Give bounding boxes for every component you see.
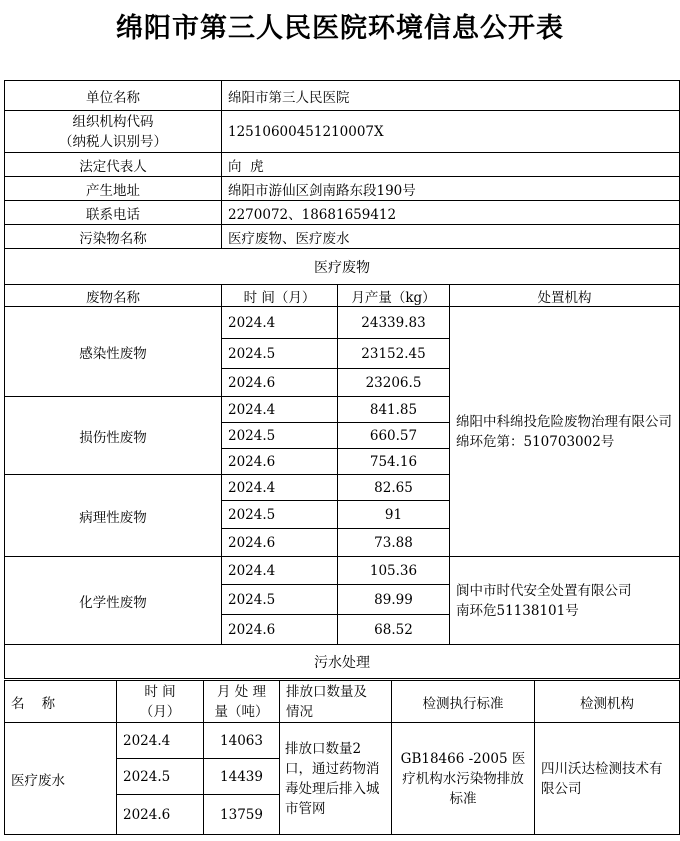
column-header: 名 称 [5,681,117,723]
info-value: 向 虎 [222,153,680,177]
column-header: 时 间 （月） [117,681,204,723]
amount-cell: 73.88 [338,529,450,557]
info-row [5,225,680,249]
amount-cell: 23206.5 [338,369,450,397]
table-row [5,307,680,339]
info-label: 法定代表人 [5,153,222,177]
month-cell: 2024.4 [222,475,338,501]
waste-type-name: 损伤性废物 [5,397,222,475]
medical-waste-header-row [5,285,680,307]
amount-cell: 23152.45 [338,339,450,369]
amount-cell: 14439 [204,759,280,795]
column-header: 月产量（kg） [338,285,450,307]
info-row [5,81,680,111]
month-cell: 2024.6 [222,615,338,645]
month-cell: 2024.6 [222,369,338,397]
outlet-description: 排放口数量2口，通过药物消毒处理后排入城市管网 [280,723,392,835]
waste-type-name: 感染性废物 [5,307,222,397]
column-header: 废物名称 [5,285,222,307]
testing-agency: 四川沃达检测技术有限公司 [535,723,680,835]
column-header: 检测机构 [535,681,680,723]
month-cell: 2024.5 [222,585,338,615]
wastewater-table [4,680,680,835]
amount-cell: 89.99 [338,585,450,615]
info-label: 单位名称 [5,81,222,111]
amount-cell: 82.65 [338,475,450,501]
column-header: 检测执行标准 [392,681,535,723]
wastewater-name: 医疗废水 [5,723,117,835]
info-label: 联系电话 [5,201,222,225]
month-cell: 2024.6 [117,795,204,835]
info-value: 2270072、18681659412 [222,201,680,225]
amount-cell: 13759 [204,795,280,835]
info-label: 产生地址 [5,177,222,201]
page-title: 绵阳市第三人民医院环境信息公开表 [116,13,564,44]
info-value: 绵阳市游仙区剑南路东段190号 [222,177,680,201]
amount-cell: 841.85 [338,397,450,423]
amount-cell: 660.57 [338,423,450,449]
section-title: 污水处理 [5,645,680,679]
info-row [5,153,680,177]
info-row [5,111,680,153]
wastewater-header-row [5,681,680,723]
info-value: 医疗废物、医疗废水 [222,225,680,249]
info-value: 12510600451210007X [222,111,680,153]
info-row [5,201,680,225]
amount-cell: 14063 [204,723,280,759]
info-label: 污染物名称 [5,225,222,249]
section-title: 医疗废物 [5,249,680,285]
month-cell: 2024.5 [222,339,338,369]
amount-cell: 754.16 [338,449,450,475]
info-row [5,177,680,201]
amount-cell: 105.36 [338,557,450,585]
disposal-agency: 阆中市时代安全处置有限公司 南环危51138101号 [450,557,680,645]
amount-cell: 91 [338,501,450,529]
section-header-medical-waste [5,249,680,285]
month-cell: 2024.6 [222,449,338,475]
column-header: 月 处 理 量（吨） [204,681,280,723]
table-row [5,723,680,759]
info-value: 绵阳市第三人民医院 [222,81,680,111]
month-cell: 2024.5 [222,423,338,449]
table-row [5,557,680,585]
column-header: 处置机构 [450,285,680,307]
month-cell: 2024.4 [222,397,338,423]
amount-cell: 68.52 [338,615,450,645]
testing-standard: GB18466 -2005 医疗机构水污染物排放标准 [392,723,535,835]
column-header: 排放口数量及 情况 [280,681,392,723]
section-header-wastewater [5,645,680,679]
disposal-agency: 绵阳中科绵投危险废物治理有限公司 绵环危第：510703002号 [450,307,680,557]
waste-type-name: 病理性废物 [5,475,222,557]
waste-type-name: 化学性废物 [5,557,222,645]
month-cell: 2024.5 [117,759,204,795]
month-cell: 2024.4 [222,307,338,339]
month-cell: 2024.5 [222,501,338,529]
info-and-waste-table [4,80,680,679]
month-cell: 2024.6 [222,529,338,557]
month-cell: 2024.4 [222,557,338,585]
column-header: 时 间（月） [222,285,338,307]
month-cell: 2024.4 [117,723,204,759]
amount-cell: 24339.83 [338,307,450,339]
info-label: 组织机构代码 （纳税人识别号） [5,111,222,153]
